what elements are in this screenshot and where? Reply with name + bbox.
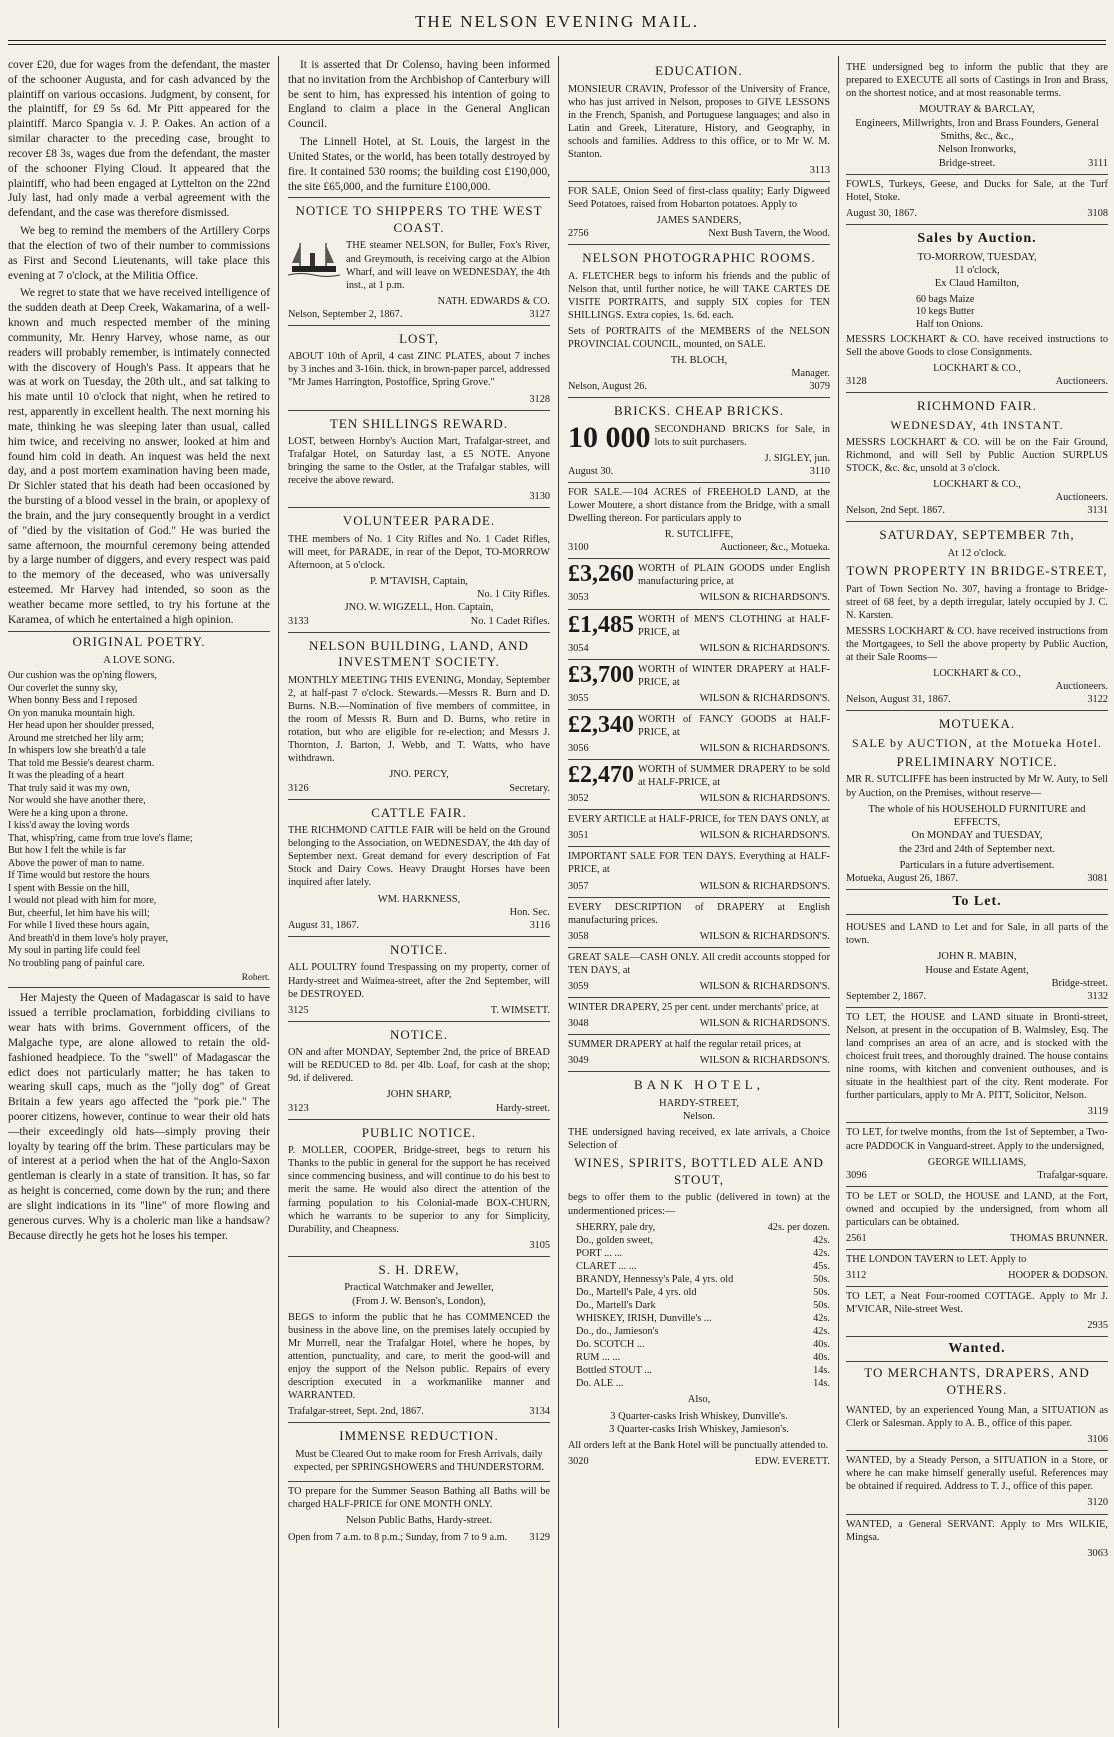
ad-signature: NATH. EDWARDS & CO. [437, 295, 550, 307]
ad-heading: TO MERCHANTS, DRAPERS, AND OTHERS. [864, 1365, 1090, 1397]
ad-signature-sub: Auctioneers. [1055, 492, 1108, 504]
ad-subheading: WEDNESDAY, 4th INSTANT. [890, 417, 1064, 432]
poem-body: Our cushion was the op'ning flowers, Our coverlet the sunny sky, When bonny Bess and I reposed On yon manuka mountain high. Her head upon her shoulder pressed, Around me stretched her lily arm; In whispers low she breath'd a tale That told me Bessie's dearest charm. It was the pleading of a heart That truly said it was my own, Nor would she have another there, Were he a king upon a throne. I kiss'd away the loving words That, whisp'ring, came from true love's flame; But how I felt the while is far Above the power of man to name. If Time would but restore the hours I spent with Bessie on the hill, I would not plead with him for more, But, cheerful, let him have his will; For while I lived these hours again, And breath'd in them love's holy prayer, My soul in parting life could feel No troubling pang of painful care. [8, 670, 193, 969]
ad-number: 3133 [288, 615, 309, 627]
ad-number: 3056 [568, 743, 589, 754]
ad-subheading: the 23rd and 24th of September next. [898, 843, 1055, 855]
ad-signature: TH. BLOCH, [670, 355, 728, 367]
ad-number: 3112 [846, 1270, 867, 1282]
auction-items: 60 bags Maize 10 kegs Butter Half ton Onions. [916, 293, 983, 330]
ad-london-tavern [846, 1250, 1108, 1287]
ad-text: MONTHLY MEETING THIS EVENING, Monday, September 2, at half-past 7 o'clock. Stewards.—Messrs R. Burn and D. Burns. N.B.—Nomination of five members of committee, in the room of Messrs R. Burn and D. Burns, who retire in rotation, but who are eligible for re-election; and Messrs J. Thornton, J. Barton, J. Webb, and T. Watts, who have withdrawn. [288, 674, 550, 765]
ad-text: WORTH of SUMMER DRAPERY to be sold at HALF-PRICE, at [638, 764, 830, 789]
column-divider [278, 56, 279, 1728]
price-row: CLARET ... ... 45s. [576, 1260, 830, 1272]
ad-date: August 30, 1867. [846, 207, 917, 219]
ad-big-amount: £1,485 [568, 611, 634, 638]
ad-wilson-richardson [568, 810, 830, 847]
ad-heading: MOTUEKA. [938, 716, 1016, 732]
ad-signature: WILSON & RICHARDSON'S. [699, 793, 830, 805]
ad-wilson-richardson [568, 898, 830, 948]
section-heading: Wanted. [846, 1340, 1108, 1362]
ad-number: 3057 [568, 880, 589, 892]
ad-signature: JNO. W. WIGZELL, Hon. Captain, [344, 602, 494, 614]
column-1 [8, 58, 270, 1728]
ad-text: THE LONDON TAVERN to LET. Apply to [846, 1253, 1027, 1265]
ad-text: TO LET, the HOUSE and LAND situate in Bronti-street, Nelson, at present in the occupation of B. Walmsley, Esq. The land comprises an area of an acre, and is stocked with the choicest fruit trees, and thoroughly drained. The house contains nine rooms, with kitchen and convenient outhouses, and is situate in the healthiest part of the city. Rent moderate. For further particulars, apply to Mr A. PITT, Solicitor, Nelson. [846, 1011, 1108, 1102]
ad-wilson-richardson [568, 847, 830, 897]
ad-number: 2561 [846, 1232, 867, 1244]
ad-signature-sub: House and Estate Agent, [925, 964, 1029, 976]
ad-signature-sub: Auctioneers. [1055, 681, 1108, 693]
ad-signature: WM. HARKNESS, [377, 893, 461, 905]
ad-subheading: Practical Watchmaker and Jeweller, [344, 1282, 494, 1294]
ad-text: THE members of No. 1 City Rifles and No. 1 Cadet Rifles, will meet, for PARADE, in rear of the Depot, TO-MORROW Afternoon, at 5 o'clock. [288, 533, 550, 572]
ad-public-notice [288, 1120, 550, 1257]
ad-big-amount: £3,700 [568, 661, 634, 688]
ad-subheading: The whole of his HOUSEHOLD FURNITURE and EFFECTS, [868, 803, 1086, 828]
ad-wanted [846, 1451, 1108, 1514]
ad-number: 3105 [529, 1239, 550, 1251]
ad-signature: EDW. EVERETT. [754, 1456, 830, 1468]
poem-title: A LOVE SONG. [103, 654, 175, 666]
ad-number: 3100 [568, 542, 589, 554]
price-row: Do., Martell's Pale, 4 yrs. old 50s. [576, 1286, 830, 1298]
ad-text: MESSRS LOCKHART & CO. will be on the Fair Ground, Richmond, and will Sell by Public Auction SURPLUS STOCK, &c. &c, unsold at 3 o'clock. [846, 436, 1108, 475]
ad-signature: WILSON & RICHARDSON'S. [699, 930, 830, 942]
ad-mabin [846, 918, 1108, 1008]
ad-parade [288, 508, 550, 632]
ad-signature: WILSON & RICHARDSON'S. [699, 1018, 830, 1029]
ad-text: GREAT SALE—CASH ONLY. All credit accounts stopped for TEN DAYS, at [568, 951, 830, 976]
ad-number: 3128 [846, 376, 867, 388]
ad-heading: NELSON BUILDING, LAND, AND INVESTMENT SOCIETY. [309, 637, 529, 670]
ad-wilson-richardson [568, 998, 830, 1035]
ad-heading: NOTICE. [390, 1026, 448, 1042]
price-row: WHISKEY, IRISH, Dunville's ... 42s. [576, 1313, 830, 1325]
ad-text: FOR SALE.—104 ACRES of FREEHOLD LAND, at the Lower Moutere, a short distance from the Bridge, with a small Dwelling thereon. For particulars apply to [568, 487, 830, 525]
ad-heading: PRELIMINARY NOTICE. [896, 753, 1058, 769]
ad-number: 3120 [1087, 1497, 1108, 1509]
ad-number: 3127 [529, 308, 550, 320]
price-list [568, 1221, 830, 1391]
ad-text: MESSRS LOCKHART & CO. have received instructions to Sell the above Goods to close Consignments. [846, 334, 1108, 359]
ad-signature: JNO. PERCY, [389, 769, 449, 781]
ad-motueka [846, 711, 1108, 890]
ad-subheading: (From J. W. Benson's, London), [352, 1295, 486, 1307]
ad-number: 3110 [809, 465, 830, 477]
ad-signature-sub: Auctioneers. [1055, 376, 1108, 388]
ad-heading: TEN SHILLINGS REWARD. [329, 415, 509, 431]
price-row: BRANDY, Hennessy's Pale, 4 yrs. old 50s. [576, 1273, 830, 1285]
ad-number: 3096 [846, 1169, 867, 1181]
ad-heading: RICHMOND FAIR. [917, 398, 1037, 414]
ad-signature: THOMAS BRUNNER. [1010, 1232, 1108, 1244]
ad-text-line: 3 Quarter-casks Irish Whiskey, Dunville's. [610, 1410, 788, 1422]
ad-text: WANTED, by an experienced Young Man, a SITUATION as Clerk or Salesman. Apply to A. B., office of this paper. [846, 1405, 1108, 1430]
ad-signature-sub: Secretary. [509, 782, 550, 794]
ad-signature: P. M'TAVISH, Captain, [370, 576, 468, 588]
ad-date: Nelson, September 2, 1867. [288, 308, 403, 320]
ad-subheading: Bridge-street. [938, 157, 996, 169]
ad-signature-sub: No. 1 City Rifles. [477, 589, 550, 601]
ad-heading: CATTLE FAIR. [371, 804, 467, 820]
ad-text: SECONDHAND BRICKS for Sale, in lots to suit purchasers. [654, 423, 830, 448]
ad-number: 3113 [809, 164, 830, 176]
ad-text-line: Particulars in a future advertisement. [899, 859, 1055, 871]
ad-text: IMPORTANT SALE FOR TEN DAYS. Everything at HALF-PRICE, at [568, 851, 830, 876]
ad-date: Nelson, August 26. [568, 381, 647, 393]
ad-date: Nelson, 2nd Sept. 1867. [846, 505, 945, 517]
ad-subheading: At 12 o'clock. [947, 547, 1007, 559]
ad-heading: NOTICE TO SHIPPERS TO THE WEST COAST. [295, 203, 543, 235]
article-paragraph: We regret to state that we have received intelligence of the sudden death at Deep Creek, Wakamarina, of a well-known and much respected member of the mining community, Mr. Henry Harvey, whose name, as our readers will probably remember, is intimately connected with the discovery of Hough's Pass. It appears that he was at work on Tuesday, the 20th ult., and sat talking to his mate until 10 o'clock that night, when he retired to rest, apparently in excellent health. The next morning his mate, thinking he was sleeping later than usual, called him twice, and receiving no answer, looked at him and found him cold in death. An inquest was held the next day, and a post mortem examination having been made, Dr Sichler stated that his death had been occasioned by the bursting of a blood vessel in the brain, or apoplexy of the brain, and the jury consequently brought in a verdict of "died by the visitation of God." He was buried the same afternoon, the mournful ceremony being attended by a large number of diggers, and every respect was paid to the memory of the deceased, who was universally esteemed. Mr Harvey had intended, so soon as the weather became more settled, to try his fortune at the Karamea, of which he entertained a high opinion. [8, 287, 270, 626]
article-paragraph: cover £20, due for wages from the defendant, the master of the schooner Augusta, and for cash advanced by the plaintiff on various occasions. Judgment, by consent, for the plaintiff, for £9 5s 6d. Mr Pitt appeared for the plaintiff. Marco Spangia v. J. P. Oakes. An action of a similar character to the preceding case, brought to recover £8 3s, wages due from the defendant, the master of the schooner Flying Cloud. It appeared that the plaintiff, who had been engaged at Lyttelton on the 22nd July last, had only made a verbal agreement with the defendant, and the case was therefore dismissed. [8, 59, 270, 220]
ad-number: 3053 [568, 592, 589, 604]
column-divider [838, 56, 839, 1728]
ad-signature: JAMES SANDERS, [656, 215, 742, 227]
ad-number: 3111 [1088, 157, 1108, 169]
ad-town-property [846, 522, 1108, 711]
ad-text: A. FLETCHER begs to inform his friends and the public of Nelson that, until further notice, he will TAKE CARTES DE VISITE PORTRAITS, and supply SIX copies for TEN SHILLINGS. Extra copies, 1s. 6d. each. [568, 270, 830, 321]
ad-number: 2756 [568, 228, 589, 240]
ad-wilson-richardson [568, 760, 830, 810]
ad-number: 3058 [568, 930, 589, 942]
ad-wilson-richardson [568, 610, 830, 660]
ad-text: Sets of PORTRAITS of the MEMBERS of the NELSON PROVINCIAL COUNCIL, mounted, on SALE. [568, 325, 830, 350]
ad-number: 3054 [568, 642, 589, 654]
ad-freehold [568, 483, 830, 559]
ad-bricks [568, 398, 830, 483]
ad-number: 3123 [288, 1102, 309, 1114]
ad-number: 3106 [1087, 1434, 1108, 1446]
masthead-title: THE NELSON EVENING MAIL. [414, 12, 700, 31]
ad-bank-hotel [568, 1072, 830, 1472]
ad-heading: PUBLIC NOTICE. [361, 1124, 477, 1140]
section-heading: To Let. [846, 893, 1108, 915]
ad-signature: JOHN SHARP, [386, 1089, 452, 1101]
ad-immense-reduction [288, 1423, 550, 1482]
ad-text: All orders left at the Bank Hotel will be punctually attended to. [568, 1440, 829, 1452]
ad-subheading: Nelson. [682, 1111, 716, 1123]
ad-baths [288, 1482, 550, 1548]
ad-wilson-richardson [568, 559, 830, 609]
ad-richmond-fair [846, 393, 1108, 522]
ad-signature: WILSON & RICHARDSON'S. [699, 592, 830, 604]
ad-number: 3020 [568, 1456, 589, 1468]
article-paragraph: We beg to remind the members of the Artillery Corps that the election of two of their number to commissions as First and Second Lieutenants, will take place this evening at 7 o'clock, at the Militia Office. [8, 225, 270, 282]
ad-number: 3052 [568, 793, 589, 805]
ad-text: LOST, between Hornby's Auction Mart, Trafalgar-street, and Trafalgar Hotel, on Saturday last, a £5 NOTE. Anyone bringing the same to the Ostler, at the Trafalgar stables, will receive the above reward. [288, 436, 550, 487]
ad-heading: SATURDAY, SEPTEMBER 7th, [879, 527, 1075, 543]
ad-signature: WILSON & RICHARDSON'S. [699, 830, 830, 842]
ad-subheading: Nelson Ironworks, [937, 144, 1017, 156]
ad-text-line: 3 Quarter-casks Irish Whiskey, Jamieson's. [609, 1424, 789, 1436]
ad-moutray-barclay [846, 58, 1108, 175]
ad-text: THE undersigned beg to inform the public that they are prepared to EXECUTE all sorts of Castings in Iron and Brass, on the shortest notice, and at most reasonable terms. [846, 62, 1108, 100]
ad-date: Open from 7 a.m. to 8 p.m.; Sunday, from 7 to 9 a.m. [288, 1531, 508, 1543]
price-row: Bottled STOUT ... 14s. [576, 1365, 830, 1377]
price-row: Do., do., Jamieson's 42s. [576, 1326, 830, 1338]
ad-signature-sub: Bridge-street. [1051, 977, 1108, 989]
ad-text: FOR SALE, Onion Seed of first-class quality; Early Digweed Seed Potatoes, raised from Hobarton potatoes. Apply to [568, 185, 830, 210]
ad-text: TO LET, for twelve months, from the 1st of September, a Two-acre PADDOCK in Vanguard-street. Apply to the undersigned, [846, 1127, 1108, 1152]
price-row: PORT ... ... 42s. [576, 1247, 830, 1259]
ad-text: WORTH of FANCY GOODS at HALF-PRICE, at [638, 713, 830, 738]
ad-heading: EDUCATION. [655, 63, 743, 78]
ad-number: 2935 [1087, 1320, 1108, 1332]
ad-wilson-richardson [568, 660, 830, 710]
ad-subheading: TO-MORROW, TUESDAY, [917, 251, 1037, 263]
ad-wanted [846, 1401, 1108, 1451]
ad-date: Motueka, August 26, 1867. [846, 873, 959, 885]
ad-text: MR R. SUTCLIFFE has been instructed by Mr W. Auty, to Sell by Auction, on the Premises, without reserve— [846, 774, 1108, 799]
ad-notice-bread [288, 1022, 550, 1120]
ad-number: 3134 [529, 1406, 550, 1418]
ad-text: THE steamer NELSON, for Buller, Fox's River, and Greymouth, is receiving cargo at the Albion Wharf, and will leave on WEDNESDAY, the 4th inst., at 1 p.m. [346, 240, 550, 291]
ad-text: Must be Cleared Out to make room for Fresh Arrivals, daily expected, per SPRINGSHOWERS and THUNDERSTORM. [293, 1448, 545, 1473]
ad-number: 3131 [1087, 505, 1108, 517]
ad-number: 3059 [568, 980, 589, 992]
ad-to-let-fort [846, 1187, 1108, 1250]
ad-sales-by-auction [846, 225, 1108, 394]
ad-big-amount: £2,470 [568, 762, 634, 789]
ad-subheading: Engineers, Millwrights, Iron and Brass Founders, General Smiths, &c., &c., [855, 117, 1099, 142]
ad-date: August 31, 1867. [288, 919, 359, 931]
ad-signature-sub: Trafalgar-square. [1037, 1169, 1108, 1181]
ad-fowls [846, 175, 1108, 225]
ad-heading: IMMENSE REDUCTION. [339, 1428, 499, 1444]
article-paragraph: It is asserted that Dr Colenso, having been informed that no invitation from the Archbishop of Canterbury will be sent to him, has expressed his intention of going to England to claim a place in the General Anglican Council. [288, 59, 550, 131]
ad-number: 3132 [1087, 990, 1108, 1002]
ad-heading: BRICKS. CHEAP BRICKS. [613, 403, 785, 419]
column-3 [568, 58, 830, 1728]
ad-signature: R. SUTCLIFFE, [664, 529, 734, 541]
ad-text: THE undersigned having received, ex late arrivals, a Choice Selection of [568, 1127, 830, 1152]
column-4 [846, 58, 1108, 1728]
ad-signature-sub: Hon. Sec. [509, 906, 550, 918]
ad-text: FOWLS, Turkeys, Geese, and Ducks for Sale, at the Turf Hotel, Stoke. [846, 178, 1108, 203]
ad-wilson-richardson [568, 1035, 830, 1072]
ad-heading: LOST, [399, 330, 439, 346]
ad-number: 3055 [568, 692, 589, 704]
ad-date: September 2, 1867. [846, 990, 927, 1002]
ad-number: 3122 [1087, 694, 1108, 706]
ad-text: MESSRS LOCKHART & CO. have received instructions from the Mortgagees, to Sell the above property by Public Auction, at their Sale Rooms— [846, 625, 1108, 663]
ad-text: HOUSES and LAND to Let and for Sale, in all parts of the town. [846, 922, 1108, 947]
ad-signature: WILSON & RICHARDSON'S. [699, 692, 830, 704]
price-row: Do., golden sweet, 42s. [576, 1234, 830, 1246]
ad-subheading: Ex Claud Hamilton, [934, 278, 1020, 290]
ad-number: 3108 [1087, 207, 1108, 219]
steamer-ship-icon [288, 239, 340, 279]
article-paragraph: The Linnell Hotel, at St. Louis, the largest in the United States, or the world, has been totally destroyed by fire. It contained 530 rooms; the building cost £190,000, the site £65,000, and the furniture £100,000. [288, 136, 550, 193]
ad-heading: BANK HOTEL, [634, 1077, 764, 1093]
ad-signature: WILSON & RICHARDSON'S. [699, 880, 830, 892]
ad-heading: NELSON PHOTOGRAPHIC ROOMS. [582, 250, 816, 266]
ad-subheading: Also, [687, 1394, 711, 1406]
ad-big-amount: £2,340 [568, 711, 634, 738]
ad-date: August 30. [568, 465, 614, 477]
ad-text: EVERY DESCRIPTION of DRAPERY at English manufacturing prices. [568, 901, 830, 926]
ad-number: 3129 [529, 1531, 550, 1543]
ad-text: ON and after MONDAY, September 2nd, the price of BREAD will be REDUCED to 8d. per 4lb. Loaf, for cash at the shop; 9d. if delivered. [288, 1047, 550, 1085]
ad-number: 3081 [1087, 873, 1108, 885]
ad-seed [568, 182, 830, 245]
ad-lost [288, 326, 550, 411]
price-row: Do. ALE ... 14s. [576, 1378, 830, 1390]
ad-number: 3128 [529, 393, 550, 405]
price-row: RUM ... ... 40s. [576, 1352, 830, 1364]
ad-text: MONSIEUR CRAVIN, Professor of the University of France, who has just arrived in Nelson, proposes to GIVE LESSONS in the French, Spanish, and Portuguese languages; and also in Latin and Greek, Literature, History, and Geography, in schools and families. Address to this office, or to Mr W. M. Stanton. [568, 83, 830, 160]
section-heading: Sales by Auction. [917, 230, 1037, 246]
ad-heading: NOTICE. [390, 941, 448, 957]
ad-text: WORTH of MEN'S CLOTHING at HALF-PRICE, at [638, 613, 830, 638]
ad-big-amount: £3,260 [568, 561, 634, 588]
ad-number: 3119 [1087, 1106, 1108, 1118]
ad-subheading: On MONDAY and TUESDAY, [911, 830, 1043, 842]
masthead-rule [8, 40, 1106, 41]
ad-signature-sub: Auctioneer, &c., Motueka. [720, 542, 830, 554]
wilson-richardson-price-ads [568, 559, 830, 810]
price-row: SHERRY, pale dry, 42s. per dozen. [576, 1221, 830, 1233]
ad-wanted [846, 1515, 1108, 1564]
article-paragraph: Her Majesty the Queen of Madagascar is said to have issued a terrible proclamation, forbidding civilians to wear hats with brims. Government officers, of the Malgache type, are alone allowed to retain the old-fashioned headpiece. To the "swell" of Madagascar the edict does not particularly matter; he has taken to wearing skull caps, much as the "jolly dog" of Great Britain a few years ago affected the "pork pie." The poorer citizens, however, continue to wear their old hats—their exceedingly old hats—simply proving their loyalty by tearing off the brim. These particulars may be of interest at a period when the hat of the Anglo-Saxon gentleman is clearly in a state of transition. It has, so far as height is concerned, come down by the run; and there are slight indications in its "line" of more flowing and generous curves. Why is a choleric man like a handsaw? Because directly he gets hot he loses his temper. [8, 992, 270, 1242]
ad-text: Part of Town Section No. 307, having a frontage to Bridge-street of 68 feet, by a depth irregular, lately occupied by J. C. N. Karsten. [846, 583, 1108, 621]
ad-heading: VOLUNTEER PARADE. [342, 513, 496, 529]
ad-signature: LOCKHART & CO., [933, 363, 1021, 375]
ad-to-let-paddock [846, 1123, 1108, 1186]
ad-text: TO LET, a Neat Four-roomed COTTAGE. Apply to Mr J. M'VICAR, Nile-street West. [846, 1291, 1108, 1316]
ad-signature: LOCKHART & CO., [933, 479, 1021, 491]
ad-text: WORTH of PLAIN GOODS under English manufacturing price, at [638, 563, 830, 588]
ad-number: 3051 [568, 830, 589, 842]
ad-signature: J. SIGLEY, jun. [764, 452, 830, 464]
ad-text: WANTED, a General SERVANT. Apply to Mrs WILKIE, Mingsa. [846, 1518, 1108, 1543]
ad-signature: JOHN R. MABIN, [937, 951, 1017, 963]
ad-signature: GEORGE WILLIAMS, [927, 1156, 1027, 1168]
ad-subheading: 11 o'clock, [954, 264, 1000, 276]
ad-number: 3125 [288, 1004, 309, 1016]
price-row: Do. SCOTCH ... 40s. [576, 1339, 830, 1351]
ad-text: SUMMER DRAPERY at half the regular retail prices, at [568, 1039, 802, 1051]
ad-text: P. MOLLER, COOPER, Bridge-street, begs to return his Thanks to the public in general for the support he has received since commencing business, and will continue to do his best to merit the same. He would also direct the attention of the farming population to his Colonial-made BOX-CHURN, which he warrants to be superior to any for Simplicity, Durability, and Cheapness. [288, 1145, 550, 1235]
ad-shippers [288, 197, 550, 325]
poetry-heading: ORIGINAL POETRY. [72, 634, 206, 650]
ad-signature: WILSON & RICHARDSON'S. [699, 980, 830, 992]
ad-reward [288, 411, 550, 509]
ad-signature: WILSON & RICHARDSON'S. [699, 743, 830, 754]
ad-text: WINTER DRAPERY, 25 per cent. under merchants' price, at [568, 1001, 819, 1013]
ad-building-society [288, 633, 550, 800]
ad-text: TO be LET or SOLD, the HOUSE and LAND, at the Fort, owned and occupied by the undersigned, from whom all particulars can be obtained. [846, 1190, 1108, 1228]
ad-wilson-richardson [568, 710, 830, 760]
ad-number: 3126 [288, 782, 309, 794]
ad-signature-sub: No. 1 Cadet Rifles. [470, 615, 550, 627]
ad-date: Nelson, August 31, 1867. [846, 694, 951, 706]
ad-text: ABOUT 10th of April, 4 cast ZINC PLATES, about 7 inches by 3 inches and 3-16in. thick, in brown-paper parcel, addressed "Mr James Harrington, Postoffice, Spring Grove." [288, 351, 550, 389]
ad-text: begs to offer them to the public (delivered in town) at the undermentioned prices:— [568, 1192, 830, 1217]
ad-text: ALL POULTRY found Trespassing on my property, corner of Hardy-street and Waimea-street, after the 2nd September, will be DESTROYED. [288, 962, 550, 1000]
ad-signature: LOCKHART & CO., [933, 668, 1021, 680]
ad-heading: TOWN PROPERTY IN BRIDGE-STREET, [846, 563, 1108, 579]
ad-notice-poultry [288, 937, 550, 1022]
ad-text: THE RICHMOND CATTLE FAIR will be held on the Ground belonging to the Association, on WEDNESDAY, the 4th day of September next. Great demand for every description of Fat Stock and Dairy Cows. Heavy Draught Horses have been inquired after lately. [288, 825, 550, 889]
ad-text: TO prepare for the Summer Season Bathing all Baths will be charged HALF-PRICE for ONE MONTH ONLY. [288, 1486, 550, 1511]
ad-signature-sub: Hardy-street. [495, 1102, 550, 1114]
ad-number: 3079 [809, 381, 830, 393]
ad-text: WANTED, by a Steady Person, a SITUATION in a Store, or where he can make himself generally useful. References may be obtained if required. Address to T. J., office of this paper. [846, 1455, 1108, 1493]
ad-education [568, 58, 830, 182]
ad-number: 3049 [568, 1055, 589, 1067]
ad-photographic [568, 245, 830, 398]
ad-to-let-house [846, 1008, 1108, 1124]
ad-number: 3130 [529, 491, 550, 503]
ad-number: 3048 [568, 1018, 589, 1029]
poem-author: Robert. [241, 973, 270, 984]
ad-heading: WINES, SPIRITS, BOTTLED ALE AND STOUT, [574, 1155, 824, 1187]
ad-text: EVERY ARTICLE at HALF-PRICE, for TEN DAYS ONLY, at [568, 814, 829, 826]
ad-subheading: Nelson Public Baths, Hardy-street. [345, 1515, 493, 1527]
ad-number: 3063 [1087, 1547, 1108, 1559]
ad-signature: HOOPER & DODSON. [1008, 1270, 1108, 1282]
ad-signature-sub: Manager. [791, 368, 830, 380]
ad-date: Trafalgar-street, Sept. 2nd, 1867. [288, 1406, 424, 1418]
ad-signature: WILSON & RICHARDSON'S. [699, 642, 830, 654]
ad-subheading: SALE by AUCTION, at the Motueka Hotel. [852, 735, 1102, 750]
ad-signature: MOUTRAY & BARCLAY, [919, 104, 1035, 116]
ad-subheading: HARDY-STREET, [658, 1097, 739, 1109]
ad-big-number: 10 000 [568, 420, 651, 454]
column-2 [288, 58, 550, 1728]
ad-cattle-fair [288, 800, 550, 937]
ad-drew [288, 1257, 550, 1424]
ad-heading: S. H. DREW, [378, 1261, 460, 1277]
ad-signature: WILSON & RICHARDSON'S. [699, 1055, 830, 1067]
ad-cottage [846, 1287, 1108, 1337]
ad-signature: T. WIMSETT. [490, 1004, 550, 1016]
ad-wilson-richardson [568, 948, 830, 998]
ad-number: 3116 [529, 919, 550, 931]
masthead-rule-2 [8, 44, 1106, 45]
ad-text: BEGS to inform the public that he has COMMENCED the business in the above line, on the premises lately occupied by Mr Murrell, near the Trafalgar Hotel, where he hopes, by attention, punctuality, and care, to merit the good-will and enjoy the support of the Nelson public. Repairs of every description executed in a workmanlike manner and WARRANTED. [288, 1311, 550, 1402]
price-row: Do., Martell's Dark 50s. [576, 1299, 830, 1311]
ad-text: WORTH of WINTER DRAPERY at HALF-PRICE, at [638, 663, 830, 688]
column-divider [558, 56, 559, 1728]
ad-date: Next Bush Tavern, the Wood. [708, 228, 830, 240]
